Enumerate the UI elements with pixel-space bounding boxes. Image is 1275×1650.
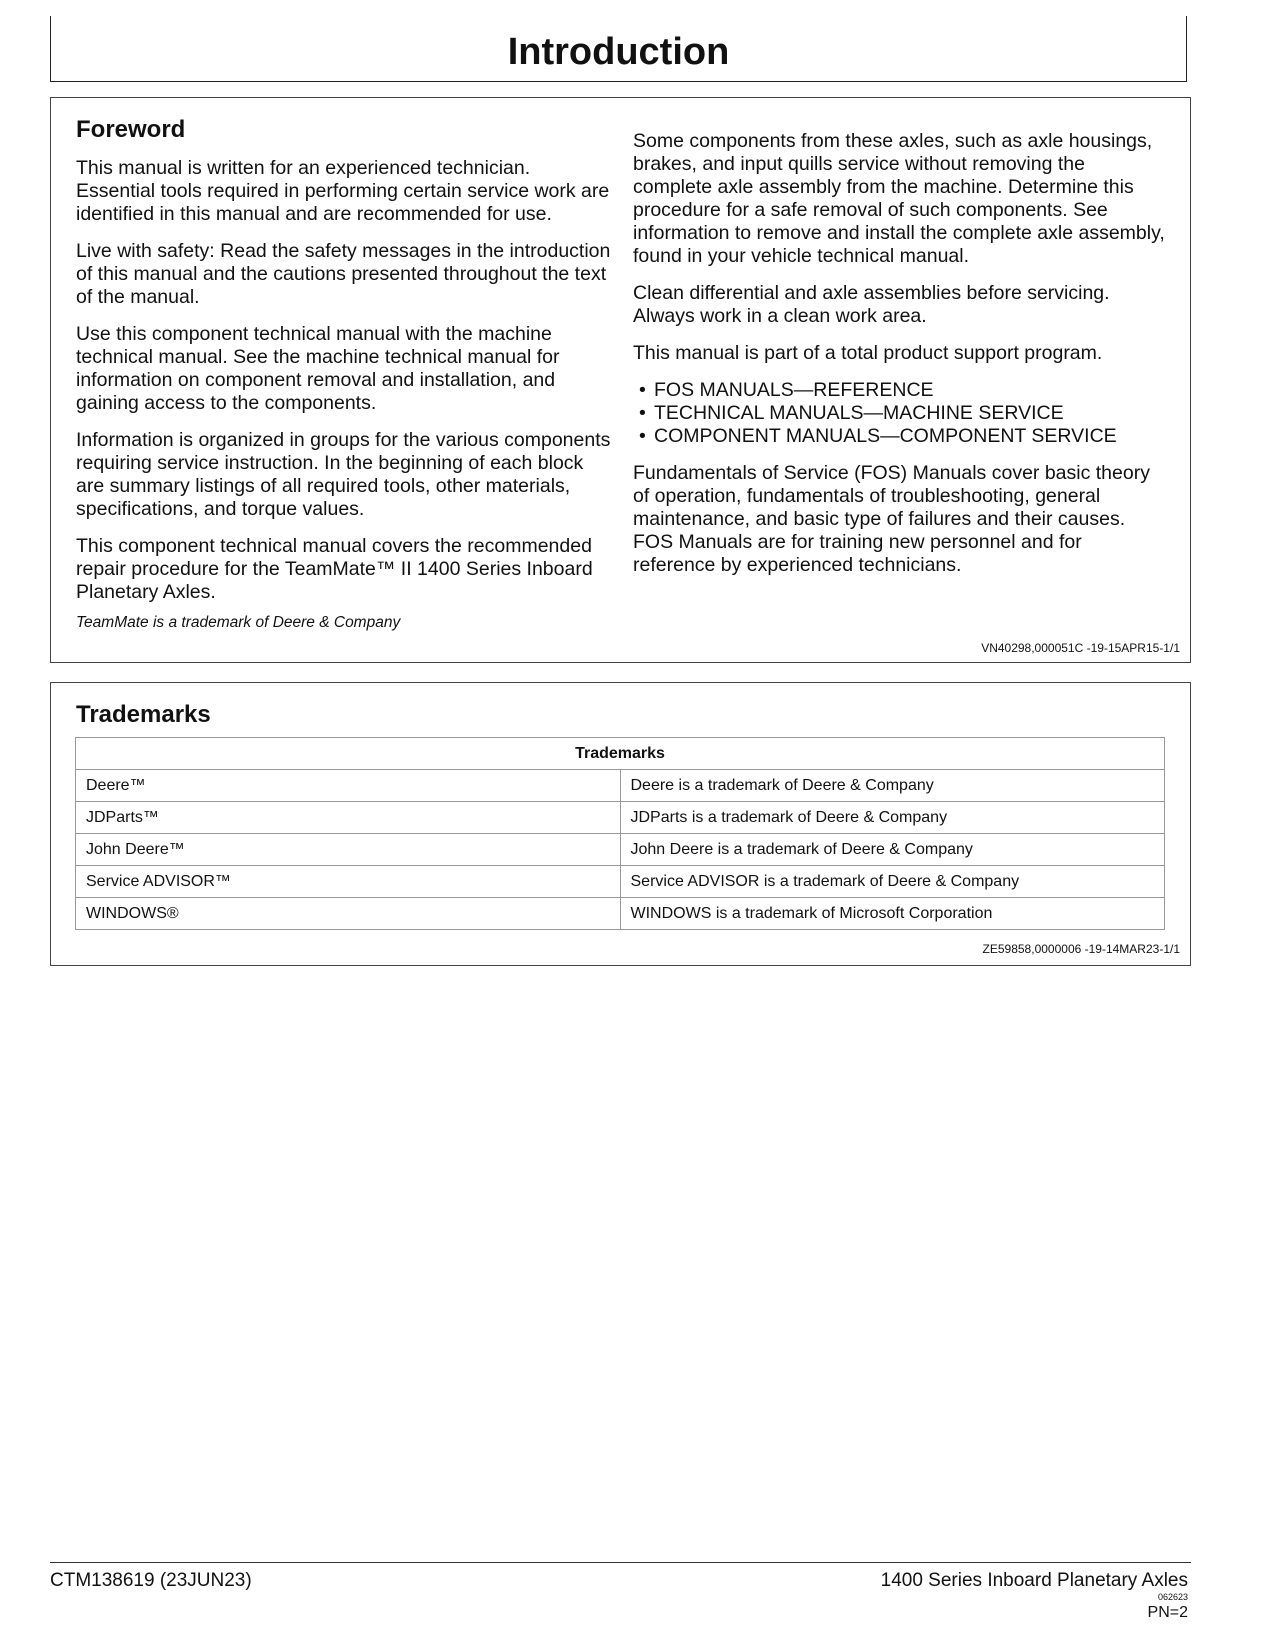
list-item: • COMPONENT MANUALS—COMPONENT SERVICE	[633, 425, 1168, 448]
foreword-paragraph: Use this component technical manual with the machine technical manual. See the machine technical manual for information on component removal and installation, and gaining access to the components.	[76, 323, 560, 414]
footer-document-id: CTM138619 (23JUN23)	[50, 1570, 252, 1591]
trademark-name: JDParts™	[76, 802, 621, 834]
table-row	[76, 834, 1165, 866]
list-item: • TECHNICAL MANUALS—MACHINE SERVICE	[633, 402, 1168, 425]
foreword-section	[50, 97, 1191, 663]
trademark-name: Deere™	[76, 770, 621, 802]
trademark-owner: John Deere is a trademark of Deere & Company	[620, 834, 1165, 866]
trademarks-reference-id: ZE59858,0000006 -19-14MAR23-1/1	[982, 942, 1180, 956]
trademarks-heading: Trademarks	[76, 701, 211, 728]
trademarks-section	[50, 682, 1191, 966]
foreword-paragraph: Live with safety: Read the safety messages in the introduction of this manual and the cautions presented throughout the text of the manual.	[76, 240, 611, 308]
foreword-paragraph: This component technical manual covers the recommended repair procedure for the TeamMate™ II 1400 Series Inboard Planetary Axles.	[76, 535, 593, 603]
trademarks-table	[75, 737, 1165, 930]
trademark-name: Service ADVISOR™	[76, 866, 621, 898]
page-title: Introduction	[507, 31, 730, 73]
foreword-paragraph: This manual is part of a total product support program.	[633, 342, 1103, 364]
trademark-owner: Deere is a trademark of Deere & Company	[620, 770, 1165, 802]
trademark-name: John Deere™	[76, 834, 621, 866]
table-row	[76, 770, 1165, 802]
footer-document-title: 1400 Series Inboard Planetary Axles	[880, 1570, 1188, 1591]
foreword-reference-id: VN40298,000051C -19-15APR15-1/1	[981, 641, 1180, 655]
manual-types-list	[633, 379, 1168, 448]
foreword-paragraph: Clean differential and axle assemblies before servicing. Always work in a clean work area.	[633, 282, 1110, 327]
table-row	[76, 898, 1165, 930]
foreword-paragraph: This manual is written for an experienced technician. Essential tools required in performing certain service work are identified in this manual and are recommended for use.	[76, 157, 610, 225]
foreword-heading: Foreword	[76, 116, 186, 143]
trademark-owner: Service ADVISOR is a trademark of Deere & Company	[620, 866, 1165, 898]
trademark-owner: JDParts is a trademark of Deere & Company	[620, 802, 1165, 834]
table-row	[76, 802, 1165, 834]
foreword-paragraph: Some components from these axles, such as axle housings, brakes, and input quills service without removing the complete axle assembly from the machine. Determine this procedure for a safe removal of such components. See information to remove and install the complete axle assembly, found in your vehicle technical manual.	[633, 130, 1165, 267]
footer-divider	[50, 1562, 1191, 1563]
trademark-owner: WINDOWS is a trademark of Microsoft Corporation	[620, 898, 1165, 930]
trademark-note: TeamMate is a trademark of Deere & Company	[76, 614, 401, 631]
page-header	[50, 16, 1187, 82]
foreword-right-column	[633, 130, 1168, 591]
foreword-paragraph: Information is organized in groups for the various components requiring service instruction. In the beginning of each block are summary listings of all required tools, other materials, specifications, and torque values.	[76, 429, 611, 520]
page-number: PN=2	[1147, 1604, 1188, 1621]
table-header: Trademarks	[76, 738, 1165, 770]
trademark-name: WINDOWS®	[76, 898, 621, 930]
table-row	[76, 866, 1165, 898]
table-header-row	[76, 738, 1165, 770]
foreword-left-column	[76, 157, 611, 618]
foreword-closing-paragraph: Fundamentals of Service (FOS) Manuals cover basic theory of operation, fundamentals of troubleshooting, general maintenance, and basic type of failures and their causes. FOS Manuals are for training new personnel and for reference by experienced technicians.	[633, 462, 1150, 576]
footer-code: 062623	[1157, 1592, 1188, 1602]
list-item: • FOS MANUALS—REFERENCE	[633, 379, 1168, 402]
